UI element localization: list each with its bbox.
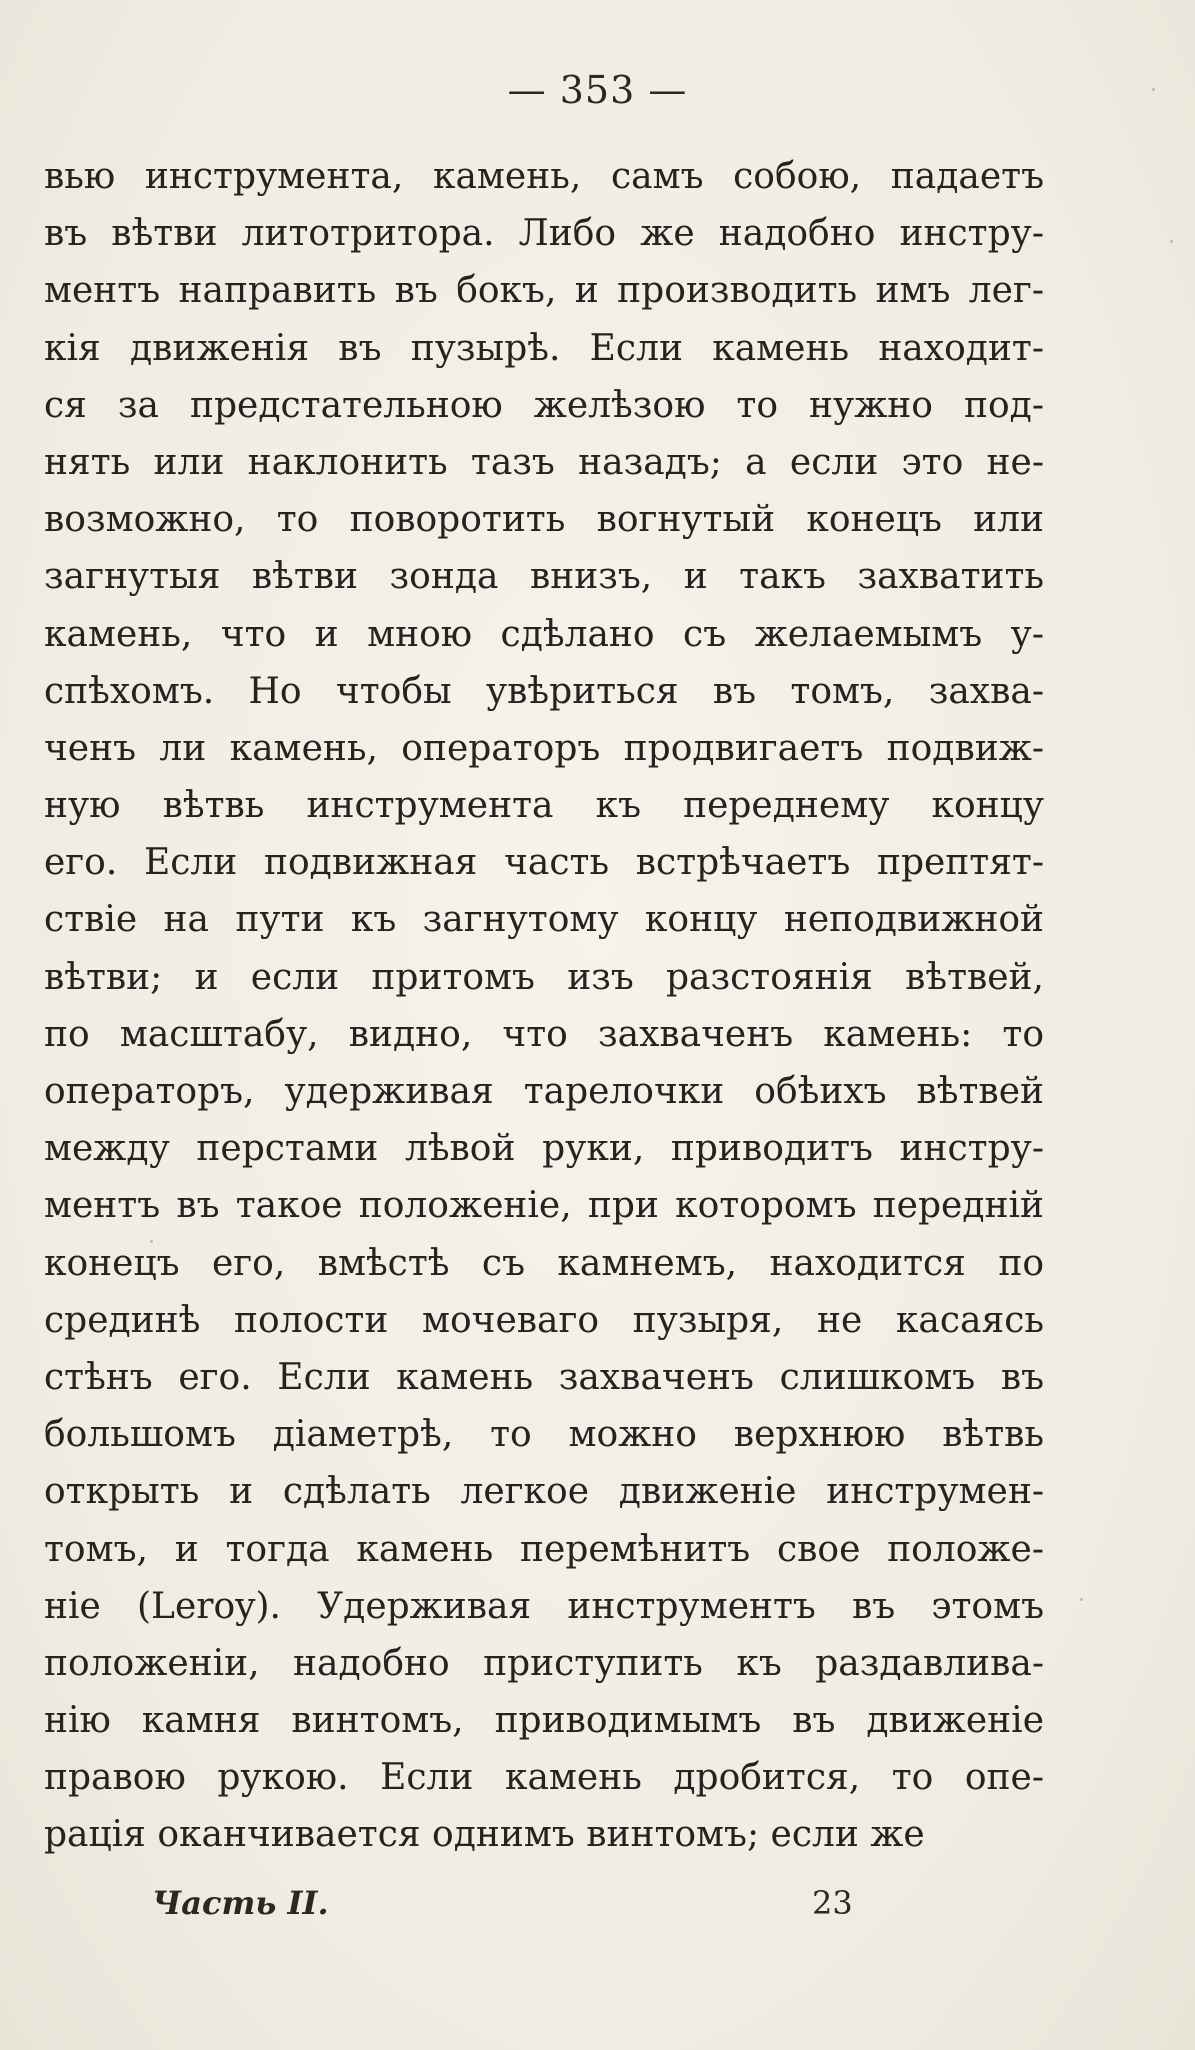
text-line: томъ, и тогда камень перемѣнитъ свое положе- xyxy=(44,1528,1044,1570)
text-line: загнутыя вѣтви зонда внизъ, и такъ захватить xyxy=(44,556,1044,598)
page-footer xyxy=(0,1884,1195,1934)
text-line: вью инструмента, камень, самъ собою, падаетъ xyxy=(44,156,1044,197)
text-line: спѣхомъ. Но чтобы увѣриться въ томъ, захва- xyxy=(44,670,1044,712)
text-line: ментъ направить въ бокъ, и производить имъ лег- xyxy=(44,270,1044,312)
signature-mark: 23 xyxy=(812,1884,853,1922)
text-line: ную вѣтвь инструмента къ переднему концу xyxy=(44,785,1044,827)
text-line: операторъ, удерживая тарелочки обѣихъ вѣтвей xyxy=(44,1071,1044,1112)
paper-speck xyxy=(1152,88,1155,91)
text-line: нять или наклонить тазъ назадъ; а если это не- xyxy=(44,441,1044,483)
text-line: ствіе на пути къ загнутому концу неподвижной xyxy=(44,899,1044,941)
text-line: конецъ его, вмѣстѣ съ камнемъ, находится по xyxy=(44,1242,1044,1284)
text-line: правою рукою. Если камень дробится, то опе- xyxy=(44,1757,1044,1799)
text-line: положеніи, надобно приступить къ раздавлива- xyxy=(44,1642,1044,1684)
text-line: открыть и сдѣлать легкое движеніе инструмен- xyxy=(44,1471,1044,1513)
volume-part-label: Часть II. xyxy=(152,1884,329,1922)
text-line: ніе (Leroy). Удерживая инструментъ въ этомъ xyxy=(44,1585,1044,1627)
text-line: большомъ діаметрѣ, то можно верхнюю вѣтвь xyxy=(44,1414,1044,1456)
text-line: кія движенія въ пузырѣ. Если камень находит- xyxy=(44,327,1044,369)
text-line: по масштабу, видно, что захваченъ камень: то xyxy=(44,1013,1044,1055)
text-line: ся за предстательною желѣзою то нужно под- xyxy=(44,384,1044,426)
text-line: камень, что и мною сдѣлано съ желаемымъ у- xyxy=(44,613,1044,655)
paper-speck xyxy=(150,1240,153,1243)
paper-speck xyxy=(1170,240,1173,243)
text-line: стѣнъ его. Если камень захваченъ слишкомъ въ xyxy=(44,1356,1044,1398)
paper-speck xyxy=(1080,1598,1083,1601)
text-line: рація оканчивается однимъ винтомъ; если же xyxy=(44,1814,925,1856)
text-line: ченъ ли камень, операторъ продвигаетъ подвиж- xyxy=(44,727,1044,769)
text-line: возможно, то поворотить вогнутый конецъ или xyxy=(44,499,1044,541)
text-line: въ вѣтви литотритора. Либо же надобно инстру- xyxy=(44,213,1044,255)
text-line: между перстами лѣвой руки, приводитъ инстру- xyxy=(44,1128,1044,1170)
text-line: его. Если подвижная часть встрѣчаетъ прептят- xyxy=(44,842,1044,884)
text-line: нію камня винтомъ, приводимымъ въ движеніе xyxy=(44,1700,1044,1742)
body-text xyxy=(44,148,1044,1864)
text-line: ментъ въ такое положеніе, при которомъ передній xyxy=(44,1185,1044,1227)
text-line: срединѣ полости мочеваго пузыря, не касаясь xyxy=(44,1299,1044,1341)
text-line: вѣтви; и если притомъ изъ разстоянія вѣтвей, xyxy=(44,956,1044,998)
page-number: — 353 — xyxy=(507,68,688,112)
